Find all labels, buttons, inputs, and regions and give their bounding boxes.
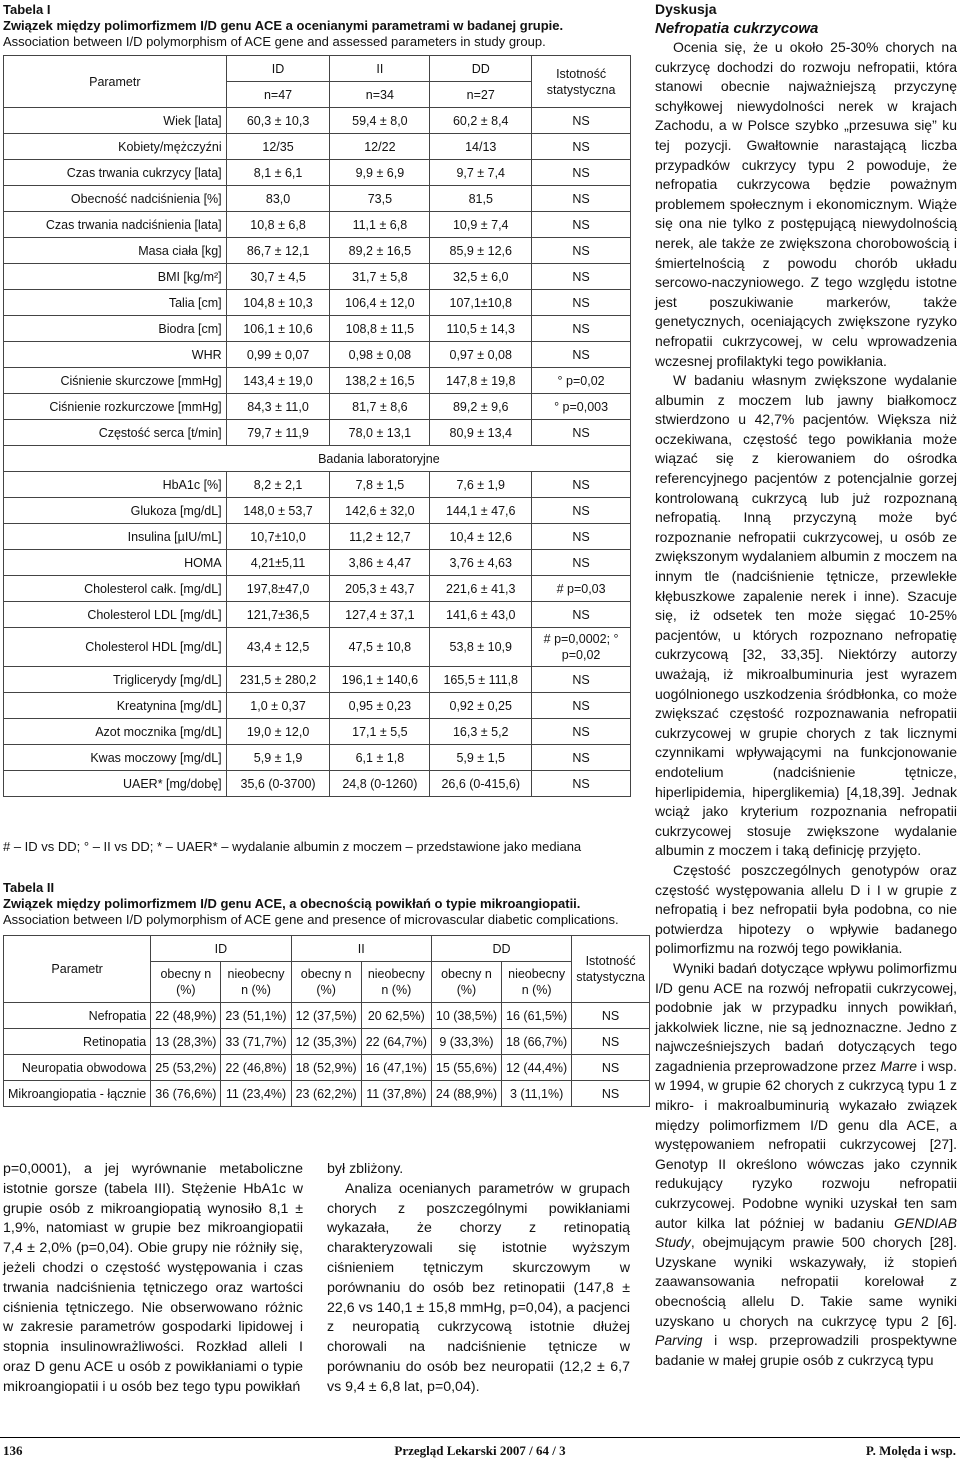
- running-authors: P. Molęda i wsp.: [865, 1443, 956, 1458]
- table1-cell-ii: 11,2 ± 12,7: [330, 524, 430, 550]
- table1-row: [4, 394, 631, 420]
- table1-row: [4, 524, 631, 550]
- table2-header-sig: Istotność statystyczna: [572, 936, 650, 1003]
- table1-cell-dd: 10,9 ± 7,4: [430, 212, 532, 238]
- table1-cell-param: Biodra [cm]: [4, 316, 227, 342]
- table1-cell-ii: 89,2 ± 16,5: [330, 238, 430, 264]
- journal-name: Przegląd Lekarski 2007 / 64 / 3: [394, 1443, 566, 1458]
- table1-cell-id: 86,7 ± 12,1: [226, 238, 330, 264]
- table1-n-ii: n=34: [330, 82, 430, 108]
- table1-cell-sig: NS: [532, 771, 631, 797]
- table1-cell-id: 0,99 ± 0,07: [226, 342, 330, 368]
- table1-cell-dd: 141,6 ± 43,0: [430, 602, 532, 628]
- table1-cell-param: Talia [cm]: [4, 290, 227, 316]
- table2-title-pl: Związek między polimorfizmem I/D genu ACE, a obecnością powikłań o typie mikroangiopatii.: [3, 896, 581, 911]
- table2-header-id: ID: [151, 936, 291, 962]
- table1-header-dd: DD: [430, 56, 532, 82]
- table1-cell-dd: 9,7 ± 7,4: [430, 160, 532, 186]
- table1-cell-ii: 24,8 (0-1260): [330, 771, 430, 797]
- table1-cell-sig: NS: [532, 550, 631, 576]
- table2-sub-ii-absent: nieobecny n (%): [361, 962, 431, 1003]
- table1-cell-ii: 6,1 ± 1,8: [330, 745, 430, 771]
- table1-cell-sig: NS: [532, 264, 631, 290]
- table1-cell-id: 43,4 ± 12,5: [226, 628, 330, 667]
- table1-cell-dd: 60,2 ± 8,4: [430, 108, 532, 134]
- table2-cell-dd-absent: 3 (11,1%): [502, 1081, 572, 1107]
- table1-cell-param: HbA1c [%]: [4, 472, 227, 498]
- table2-sub-dd-absent: nieobecny n (%): [502, 962, 572, 1003]
- table2-row: [4, 1003, 650, 1029]
- discussion-p4-part-d: i wsp. przeprowadzili prospektywne badanie w małej grupie osób z cukrzycą typu: [655, 1332, 957, 1368]
- table1-row: [4, 498, 631, 524]
- table2-cell-ii-absent: 16 (47,1%): [361, 1055, 431, 1081]
- table2-cell-id-present: 25 (53,2%): [151, 1055, 221, 1081]
- table1-row: [4, 342, 631, 368]
- table1-row: [4, 745, 631, 771]
- middle-column-p1: był zbliżony.: [327, 1161, 404, 1177]
- table1-cell-id: 12/35: [226, 134, 330, 160]
- table2-cell-ii-present: 12 (37,5%): [291, 1003, 361, 1029]
- table1-cell-dd: 7,6 ± 1,9: [430, 472, 532, 498]
- table1-cell-sig: NS: [532, 134, 631, 160]
- table1-cell-sig: NS: [532, 667, 631, 693]
- left-column-text: p=0,0001), a jej wyrównanie metaboliczne istotnie gorsze (tabela III). Stężenie HbA1c w grupie osób z mikroangiopatią wynosiło 8,1 ± 1,9%, natomiast w grupie bez mikroangiopatii 7,4 ± 2,0% (p=0,04). Obie grupy nie różniły się, jeżeli chodzi o częstość występowania i czas trwania nadciśnienia tętniczego oraz wartości ciśnienia tętniczego. Nie obserwowano różnic w zakresie parametrów gospodarki lipidowej i stopnia insulinowrażliwości. Rozkład alleli I oraz D genu ACE u osób z powikłaniami o typie mikroangiopatii i u osób bez tego typu powikłań: [3, 1161, 303, 1395]
- section-subheading: Nefropatia cukrzycowa: [655, 20, 819, 37]
- table1-cell-ii: 31,7 ± 5,8: [330, 264, 430, 290]
- table1-cell-dd: 80,9 ± 13,4: [430, 420, 532, 446]
- table1-cell-dd: 10,4 ± 12,6: [430, 524, 532, 550]
- table2-cell-sig: NS: [572, 1081, 650, 1107]
- table1-cell-id: 79,7 ± 11,9: [226, 420, 330, 446]
- table1-cell-ii: 106,4 ± 12,0: [330, 290, 430, 316]
- discussion-p2: W badaniu własnym zwiększone wydalanie albumin z moczem lub jawny białkomocz stwierdzono u 42,7% pacjentów. Większa niż oczekiwana, częstość tego powikłania może wiązać się z kierowaniem do ośrodka referencyjnego pacjentów z potencjalnie gorzej kontrolowaną cukrzycą lub już rozpoznaną nefropatią. Inną przyczyną może być rozpoznanie nefropatii cukrzycowej, u osób ze zwiększonym wydalaniem albumin z moczem na innym tle (nadciśnienie tętnicze, przewlekłe kłębuszkowe zapalenie nerek i inne). Szacuje się, iż odsetek ten może sięgać 10-25% pacjentów, u których rozpoznano nefropatię cukrzycową [32, 33,35]. Niektórzy autorzy uważają, iż mikroalbuminuria jest wyrazem uogólnionego uszkodzenia śródbłonka, co może zwiększać częstość rozpoznawania nefropatii cukrzycowej w grupie chorych z tak licznymi czynnikami wpływającymi na funkcjonowanie endotelium (nadciśnienie tętnicze, hiperlipidemia, hiperglikemia) [4,18,39]. Jednak wciąż jako kryterium rozpoznania nefropatii cukrzycowej stosuje zwiększone wydalanie albumin z moczem i taką definicję przyjęto.: [655, 372, 957, 859]
- table1-cell-dd: 0,97 ± 0,08: [430, 342, 532, 368]
- table1-row: [4, 667, 631, 693]
- table2-cell-param: Mikroangiopatia - łącznie: [4, 1081, 151, 1107]
- table1-cell-id: 1,0 ± 0,37: [226, 693, 330, 719]
- table2-sub-id-present: obecny n (%): [151, 962, 221, 1003]
- table1-cell-id: 231,5 ± 280,2: [226, 667, 330, 693]
- table1-cell-param: Ciśnienie skurczowe [mmHg]: [4, 368, 227, 394]
- table1-cell-ii: 78,0 ± 13,1: [330, 420, 430, 446]
- table2-cell-param: Retinopatia: [4, 1029, 151, 1055]
- table1-cell-id: 143,4 ± 19,0: [226, 368, 330, 394]
- table1-cell-param: Kreatynina [mg/dL]: [4, 693, 227, 719]
- table2-cell-ii-absent: 22 (64,7%): [361, 1029, 431, 1055]
- table1-cell-ii: 127,4 ± 37,1: [330, 602, 430, 628]
- table1-header-id: ID: [226, 56, 330, 82]
- discussion-p4-part-a: Wyniki badań dotyczące wpływu polimorfizmu I/D genu ACE na rozwój nefropatii cukrzycowej, podobnie jak w przypadku innych powikłań, jakkolwiek liczne, nie są jednoznaczne. Jedno z najwcześniejszych badań dotyczących tego zagadnienia przeprowadzone przez: [655, 959, 957, 1074]
- table1-cell-ii: 7,8 ± 1,5: [330, 472, 430, 498]
- table2-cell-id-present: 36 (76,6%): [151, 1081, 221, 1107]
- table1-cell-id: 8,1 ± 6,1: [226, 160, 330, 186]
- table2-cell-id-absent: 22 (46,8%): [221, 1055, 291, 1081]
- table2-row: [4, 1055, 650, 1081]
- study-gendiab: GENDIAB Study: [655, 1214, 957, 1251]
- table1-cell-ii: 17,1 ± 5,5: [330, 719, 430, 745]
- table1-cell-param: Glukoza [mg/dL]: [4, 498, 227, 524]
- table1-row: [4, 238, 631, 264]
- table1-cell-sig: NS: [532, 602, 631, 628]
- table1-cell-dd: 26,6 (0-415,6): [430, 771, 532, 797]
- table1-cell-dd: 147,8 ± 19,8: [430, 368, 532, 394]
- table1-cell-id: 148,0 ± 53,7: [226, 498, 330, 524]
- table2-caption: [3, 880, 643, 928]
- table1-cell-id: 5,9 ± 1,9: [226, 745, 330, 771]
- section-heading: Dyskusja: [655, 1, 717, 17]
- table1-cell-dd: 0,92 ± 0,25: [430, 693, 532, 719]
- table1-cell-dd: 14/13: [430, 134, 532, 160]
- table1-cell-id: 83,0: [226, 186, 330, 212]
- table1-cell-sig: NS: [532, 693, 631, 719]
- table1-cell-param: UAER* [mg/dobę]: [4, 771, 227, 797]
- table1-cell-id: 104,8 ± 10,3: [226, 290, 330, 316]
- table1-cell-ii: 108,8 ± 11,5: [330, 316, 430, 342]
- table1-cell-sig: NS: [532, 342, 631, 368]
- table2: [3, 935, 650, 1107]
- table1-title-pl: Związek między polimorfizmem I/D genu ACE a ocenianymi parametrami w badanej grupie.: [3, 18, 564, 33]
- table2-sub-dd-present: obecny n (%): [431, 962, 501, 1003]
- table1-cell-id: 121,7±36,5: [226, 602, 330, 628]
- table1-cell-dd: 89,2 ± 9,6: [430, 394, 532, 420]
- table1-cell-param: Azot mocznika [mg/dL]: [4, 719, 227, 745]
- table2-row: [4, 1029, 650, 1055]
- table1-cell-ii: 142,6 ± 32,0: [330, 498, 430, 524]
- table1-cell-param: HOMA: [4, 550, 227, 576]
- table1-cell-ii: 3,86 ± 4,47: [330, 550, 430, 576]
- table1-row: [4, 472, 631, 498]
- discussion-p4-part-b: i wsp. w 1994, w grupie 62 chorych z cukrzycą typu 1 z mikro- i makroalbuminurią wykazało związek między polimorfizmem I/D genu dla ACE, a występowaniem nefropatii cukrzycowej [27]. Genotyp II określono wówczas jako czynnik redukujący ryzyko rozwoju nefropatii cukrzycowej. Podobne wyniki uzyskał ten sam autor kilka lat później w badaniu: [655, 1057, 957, 1231]
- table2-cell-param: Nefropatia: [4, 1003, 151, 1029]
- table1-row: [4, 108, 631, 134]
- table1-cell-ii: 12/22: [330, 134, 430, 160]
- table1-cell-sig: NS: [532, 238, 631, 264]
- table2-cell-id-present: 22 (48,9%): [151, 1003, 221, 1029]
- table1-cell-sig: # p=0,03: [532, 576, 631, 602]
- discussion-p4: [655, 959, 957, 1370]
- table1-row: [4, 160, 631, 186]
- table1-cell-dd: 81,5: [430, 186, 532, 212]
- table1-row: [4, 368, 631, 394]
- table1-title-en: Association between I/D polymorphism of ACE gene and assessed parameters in study group.: [3, 34, 546, 49]
- table2-cell-ii-absent: 11 (37,8%): [361, 1081, 431, 1107]
- table1-cell-ii: 0,98 ± 0,08: [330, 342, 430, 368]
- table1-header-param: Parametr: [4, 56, 227, 108]
- table1-header-ii: II: [330, 56, 430, 82]
- table1-cell-id: 197,8±47,0: [226, 576, 330, 602]
- middle-column: [327, 1160, 630, 1398]
- middle-column-p2: Analiza ocenianych parametrów w grupach chorych z poszczególnymi powikłaniami wykazała, że chorzy z retinopatią charakteryzowali się istotnie wyższym ciśnieniem tętniczym skurczowym w porównaniu do osób bez retinopatii (147,8 ± 22,6 vs 140,1 ± 15,8 mmHg, p=0,04), a pacjenci z neuropatią cukrzycową istotnie dłużej chorowali na nadciśnienie tętnicze w porównaniu do osób bez neuropatii (12,2 ± 6,7 vs 9,4 ± 6,8 lat, p=0,04).: [327, 1180, 630, 1395]
- table1-row: [4, 290, 631, 316]
- table2-cell-dd-present: 24 (88,9%): [431, 1081, 501, 1107]
- table2-header-ii: II: [291, 936, 431, 962]
- table1-cell-param: Obecność nadciśnienia [%]: [4, 186, 227, 212]
- table1-lab-header: Badania laboratoryjne: [226, 446, 532, 472]
- table2-cell-dd-absent: 18 (66,7%): [502, 1029, 572, 1055]
- table1-row: [4, 316, 631, 342]
- table1-label: Tabela I: [3, 2, 51, 17]
- table1-cell-sig: NS: [532, 108, 631, 134]
- table1-cell-sig: NS: [532, 212, 631, 238]
- table1-cell-ii: 73,5: [330, 186, 430, 212]
- table1-row: [4, 771, 631, 797]
- table1-n-dd: n=27: [430, 82, 532, 108]
- left-column: [3, 1160, 303, 1398]
- table2-cell-id-absent: 23 (51,1%): [221, 1003, 291, 1029]
- table1-cell-id: 8,2 ± 2,1: [226, 472, 330, 498]
- table1-cell-sig: NS: [532, 472, 631, 498]
- discussion-p4-part-c: , obejmującym prawie 500 chorych [28]. Uzyskane wyniki wskazywały, iż stopień zaawansowania nefropatii korelował z obecnością allelu D. Takie same wyniki uzyskano u chorych na cukrzycę typu 2 [6].: [655, 1234, 957, 1329]
- table1-caption: [3, 2, 633, 50]
- table1-cell-sig: NS: [532, 524, 631, 550]
- table1-cell-param: Częstość serca [t/min]: [4, 420, 227, 446]
- author-marre: Marre: [880, 1057, 917, 1074]
- table1-cell-param: Insulina [µIU/mL]: [4, 524, 227, 550]
- table1-cell-dd: 32,5 ± 6,0: [430, 264, 532, 290]
- table1-cell-param: Cholesterol HDL [mg/dL]: [4, 628, 227, 667]
- table1-cell-id: 30,7 ± 4,5: [226, 264, 330, 290]
- table1-cell-param: Kobiety/mężczyźni: [4, 134, 227, 160]
- table1-cell-param: Wiek [lata]: [4, 108, 227, 134]
- table2-cell-ii-present: 18 (52,9%): [291, 1055, 361, 1081]
- table1-row: [4, 628, 631, 667]
- table1-cell-param: BMI [kg/m²]: [4, 264, 227, 290]
- table1-row: [4, 420, 631, 446]
- table2-label: Tabela II: [3, 880, 55, 895]
- table1-cell-sig: NS: [532, 420, 631, 446]
- table1-cell-param: Czas trwania cukrzycy [lata]: [4, 160, 227, 186]
- author-parving: Parving: [655, 1332, 703, 1349]
- table1-row: [4, 186, 631, 212]
- table1-cell-sig: NS: [532, 290, 631, 316]
- right-column: [655, 0, 957, 1370]
- table1-cell-sig: NS: [532, 719, 631, 745]
- table1-cell-ii: 47,5 ± 10,8: [330, 628, 430, 667]
- table1-cell-id: 60,3 ± 10,3: [226, 108, 330, 134]
- table1-cell-param: WHR: [4, 342, 227, 368]
- table1-cell-dd: 85,9 ± 12,6: [430, 238, 532, 264]
- table1-cell-dd: 107,1±10,8: [430, 290, 532, 316]
- table1-cell-param: Czas trwania nadciśnienia [lata]: [4, 212, 227, 238]
- table1-cell-sig: NS: [532, 186, 631, 212]
- table2-cell-ii-present: 23 (62,2%): [291, 1081, 361, 1107]
- table2-cell-dd-present: 9 (33,3%): [431, 1029, 501, 1055]
- table1-row: [4, 693, 631, 719]
- table1-cell-id: 106,1 ± 10,6: [226, 316, 330, 342]
- table1-row: [4, 264, 631, 290]
- table1-row: [4, 212, 631, 238]
- table1-cell-ii: 138,2 ± 16,5: [330, 368, 430, 394]
- table1-cell-sig: # p=0,0002; ° p=0,02: [532, 628, 631, 667]
- table1-cell-id: 4,21±5,11: [226, 550, 330, 576]
- table2-cell-sig: NS: [572, 1003, 650, 1029]
- table2-row: [4, 1081, 650, 1107]
- table1-cell-param: Ciśnienie rozkurczowe [mmHg]: [4, 394, 227, 420]
- table1-cell-sig: ° p=0,02: [532, 368, 631, 394]
- table2-title-en: Association between I/D polymorphism of ACE gene and presence of microvascular diabetic complications.: [3, 912, 619, 927]
- table1-cell-id: 10,8 ± 6,8: [226, 212, 330, 238]
- table1-cell-dd: 165,5 ± 111,8: [430, 667, 532, 693]
- table1-n-id: n=47: [226, 82, 330, 108]
- table2-header-param: Parametr: [4, 936, 151, 1003]
- table1-cell-ii: 59,4 ± 8,0: [330, 108, 430, 134]
- discussion-p1: Ocenia się, że u około 25-30% chorych na cukrzycę dochodzi do rozwoju nefropatii, która stanowi obecnie najważniejszą przyczynę schyłkowej niewydolności nerek w krajach Zachodu, a w Polsce szybko „przesuwa się” ku tej pozycji. Gwałtownie narastającą liczba przypadków cukrzycy typu 2 powoduje, że nefropatia cukrzycowa będzie poważnym problemem społecznym i ekonomicznym. Wiąże się ona nie tylko z postępującą niewydolnością nerek, ale także ze zwiększona chorobowością i śmiertelnością z powodu chorób układu sercowo-naczyniowego. Z tego względu istotne jest poszukiwanie markerów, także genetycznych, oceniających zwiększone ryzyko nefropatii cukrzycowej, w celu wprowadzenia wczesnej profilaktyki tego powikłania.: [655, 39, 957, 369]
- table2-cell-sig: NS: [572, 1055, 650, 1081]
- table1-cell-param: Cholesterol LDL [mg/dL]: [4, 602, 227, 628]
- table1-cell-sig: NS: [532, 160, 631, 186]
- table1: [3, 55, 631, 797]
- table1-cell-sig: NS: [532, 745, 631, 771]
- table1-cell-dd: 5,9 ± 1,5: [430, 745, 532, 771]
- table2-cell-dd-present: 10 (38,5%): [431, 1003, 501, 1029]
- table1-cell-ii: 81,7 ± 8,6: [330, 394, 430, 420]
- table2-cell-param: Neuropatia obwodowa: [4, 1055, 151, 1081]
- table2-sub-ii-present: obecny n (%): [291, 962, 361, 1003]
- table1-cell-dd: 221,6 ± 41,3: [430, 576, 532, 602]
- table1-cell-param: Triglicerydy [mg/dL]: [4, 667, 227, 693]
- table1-cell-id: 10,7±10,0: [226, 524, 330, 550]
- table1-cell-sig: NS: [532, 316, 631, 342]
- table1-footnote: # – ID vs DD; ° – II vs DD; * – UAER* – wydalanie albumin z moczem – przedstawione jako mediana: [3, 839, 582, 854]
- table1-cell-sig: ° p=0,003: [532, 394, 631, 420]
- table1-cell-id: 19,0 ± 12,0: [226, 719, 330, 745]
- table2-cell-id-absent: 11 (23,4%): [221, 1081, 291, 1107]
- table1-row: [4, 576, 631, 602]
- table1-cell-dd: 53,8 ± 10,9: [430, 628, 532, 667]
- table1-cell-ii: 0,95 ± 0,23: [330, 693, 430, 719]
- table2-cell-dd-absent: 16 (61,5%): [502, 1003, 572, 1029]
- table2-cell-dd-present: 15 (55,6%): [431, 1055, 501, 1081]
- table2-cell-ii-absent: 20 62,5%): [361, 1003, 431, 1029]
- table1-cell-param: Kwas moczowy [mg/dL]: [4, 745, 227, 771]
- table1-cell-id: 84,3 ± 11,0: [226, 394, 330, 420]
- table1-cell-ii: 11,1 ± 6,8: [330, 212, 430, 238]
- table2-cell-sig: NS: [572, 1029, 650, 1055]
- table1-cell-dd: 16,3 ± 5,2: [430, 719, 532, 745]
- footer-rule: [0, 1437, 960, 1438]
- table1-row: [4, 602, 631, 628]
- table2-cell-dd-absent: 12 (44,4%): [502, 1055, 572, 1081]
- table1-cell-param: Masa ciała [kg]: [4, 238, 227, 264]
- table1-cell-sig: NS: [532, 498, 631, 524]
- table1-cell-ii: 205,3 ± 43,7: [330, 576, 430, 602]
- table2-header-dd: DD: [431, 936, 571, 962]
- table1-cell-dd: 110,5 ± 14,3: [430, 316, 532, 342]
- discussion-p3: Częstość poszczególnych genotypów oraz częstość występowania allelu D i I w grupie z nefropatią i bez nefropatii była podobna, co nie potwierdza hipotezy o wpływie badanego polimorfizmu na rozwój tego powikłania.: [655, 861, 957, 957]
- table2-cell-id-absent: 33 (71,7%): [221, 1029, 291, 1055]
- table1-header-sig: Istotność statystyczna: [532, 56, 631, 108]
- table2-cell-id-present: 13 (28,3%): [151, 1029, 221, 1055]
- table2-sub-id-absent: nieobecny n (%): [221, 962, 291, 1003]
- page-number: 136: [3, 1443, 23, 1458]
- table1-cell-dd: 144,1 ± 47,6: [430, 498, 532, 524]
- table1-cell-param: Cholesterol całk. [mg/dL]: [4, 576, 227, 602]
- table1-cell-id: 35,6 (0-3700): [226, 771, 330, 797]
- table1-row: [4, 550, 631, 576]
- table1-cell-ii: 9,9 ± 6,9: [330, 160, 430, 186]
- table2-cell-ii-present: 12 (35,3%): [291, 1029, 361, 1055]
- table1-row: [4, 134, 631, 160]
- table1-row: [4, 719, 631, 745]
- table1-cell-dd: 3,76 ± 4,63: [430, 550, 532, 576]
- table1-cell-ii: 196,1 ± 140,6: [330, 667, 430, 693]
